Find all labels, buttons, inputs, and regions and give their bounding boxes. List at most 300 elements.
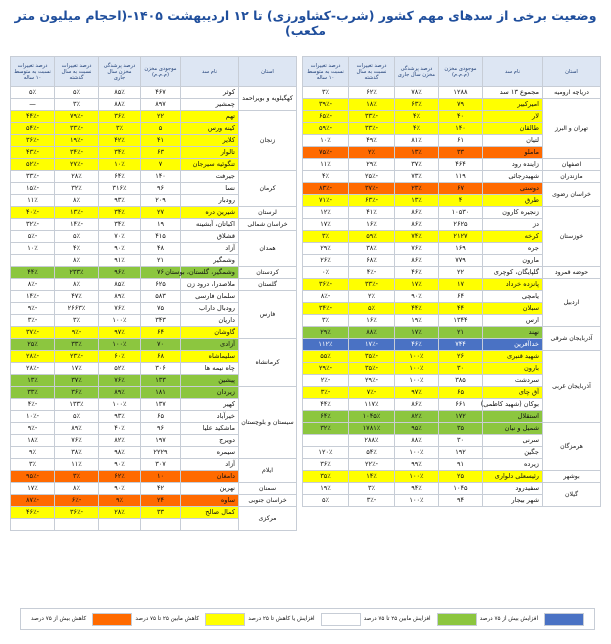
change-prev-year-cell: -۱۷٪ <box>349 339 395 351</box>
dam-name-cell: شهیدرجائی <box>483 171 543 183</box>
province-cell: سمنان <box>239 483 297 495</box>
change-10yr-avg-cell: -۸٪ <box>11 279 55 291</box>
volume-cell: ۱۱۹ <box>439 171 483 183</box>
province-cell: گیلان <box>543 483 601 507</box>
dam-name-cell: لتیان <box>483 135 543 147</box>
volume-cell: ۵۸۳ <box>141 291 181 303</box>
volume-cell: ۲۰۹ <box>141 195 181 207</box>
fill-percent-cell: ۴۰٪ <box>99 423 141 435</box>
fill-percent-cell: ۹۰٪ <box>99 459 141 471</box>
dam-name-cell: جره <box>483 243 543 255</box>
dam-name-cell: سفیدرود <box>483 483 543 495</box>
change-10yr-avg-cell: ۳٪ <box>11 459 55 471</box>
table-row <box>303 171 601 183</box>
header-change-avg: درصد تغییرات نسبت به متوسط ۱۰ ساله <box>303 57 349 87</box>
dam-name-cell: کرخه <box>483 231 543 243</box>
change-prev-year-cell: ۳۳٪ <box>55 339 99 351</box>
volume-cell: ۶۱ <box>439 135 483 147</box>
change-prev-year-cell: ۲۹٪ <box>349 159 395 171</box>
dam-name-cell: وشمگیر، گلستان، بوستان <box>181 267 239 279</box>
change-prev-year-cell: ۱۱۷٪ <box>349 399 395 411</box>
dam-name-cell: گلپایگان، کوچری <box>483 267 543 279</box>
change-prev-year-cell: ۵٪ <box>55 87 99 99</box>
change-10yr-avg-cell: ۱۲٪ <box>303 207 349 219</box>
fill-percent-cell: ۸۸٪ <box>99 99 141 111</box>
dam-name-cell: شهید قنبری <box>483 351 543 363</box>
legend-label: افزایش یا کاهش تا ۲۵ درصد <box>248 616 315 622</box>
dam-name-cell: نهند <box>483 327 543 339</box>
change-10yr-avg-cell: ۴۴٪ <box>11 267 55 279</box>
volume-cell: ۲۱ <box>141 255 181 267</box>
volume-cell: ۵ <box>141 123 181 135</box>
change-10yr-avg-cell <box>11 519 55 531</box>
change-prev-year-cell: ۲۶۶۳٪ <box>55 303 99 315</box>
volume-cell: ۱۲۸۸ <box>439 87 483 99</box>
province-cell: بوشهر <box>543 471 601 483</box>
dam-name-cell: طرق <box>483 195 543 207</box>
table-row <box>303 327 601 339</box>
change-prev-year-cell: ۱۷۸۱٪ <box>349 423 395 435</box>
change-prev-year-cell: ۴۹٪ <box>349 135 395 147</box>
dam-name-cell: داریان <box>181 315 239 327</box>
table-row <box>11 207 297 219</box>
change-10yr-avg-cell: -۷۵٪ <box>303 147 349 159</box>
change-10yr-avg-cell: -۴۳٪ <box>11 147 55 159</box>
volume-cell: ۷۷۹ <box>439 255 483 267</box>
change-10yr-avg-cell: -۷۱٪ <box>303 195 349 207</box>
fill-percent-cell: ۹۰٪ <box>99 243 141 255</box>
fill-percent-cell: ۷۶٪ <box>99 303 141 315</box>
volume-cell: ۲۲ <box>439 267 483 279</box>
province-cell: حوضه قمرود <box>543 267 601 279</box>
fill-percent-cell: ۱۳٪ <box>395 195 439 207</box>
change-10yr-avg-cell: ۳٪ <box>303 315 349 327</box>
fill-percent-cell: ۸۱٪ <box>395 135 439 147</box>
table-row <box>11 231 297 243</box>
change-10yr-avg-cell: ۱۱٪ <box>11 195 55 207</box>
dam-name-cell: زیرده <box>483 459 543 471</box>
change-prev-year-cell: ۵٪ <box>55 411 99 423</box>
fill-percent-cell: ۸۸٪ <box>395 435 439 447</box>
dam-name-cell <box>181 519 239 531</box>
dam-name-cell: کلایر <box>181 135 239 147</box>
change-10yr-avg-cell: ۴۴٪ <box>303 399 349 411</box>
change-prev-year-cell: ۳٪ <box>55 99 99 111</box>
dam-name-cell: خیرآباد <box>181 411 239 423</box>
change-prev-year-cell: ۲٪ <box>349 291 395 303</box>
fill-percent-cell: ۴٪ <box>395 111 439 123</box>
change-prev-year-cell: ۶۲٪ <box>349 87 395 99</box>
province-cell: تهران و البرز <box>543 99 601 159</box>
change-prev-year-cell: ۴٪ <box>55 243 99 255</box>
change-prev-year-cell: -۳۴٪ <box>55 147 99 159</box>
change-prev-year-cell: -۷۹٪ <box>55 111 99 123</box>
volume-cell: ۱۰۴۵ <box>439 483 483 495</box>
change-prev-year-cell: ۱۶٪ <box>349 219 395 231</box>
fill-percent-cell: ۱۷٪ <box>395 327 439 339</box>
legend-item <box>135 613 245 626</box>
province-cell: کردستان <box>239 267 297 279</box>
change-10yr-avg-cell: -۴۶٪ <box>11 507 55 519</box>
dam-name-cell: ارس <box>483 315 543 327</box>
fill-percent-cell: ۳۷٪ <box>395 159 439 171</box>
fill-percent-cell: ۹۷٪ <box>99 327 141 339</box>
change-10yr-avg-cell: -۳۶٪ <box>303 279 349 291</box>
fill-percent-cell: ۹۹٪ <box>395 459 439 471</box>
change-prev-year-cell: ۲۸۸٪ <box>349 435 395 447</box>
change-prev-year-cell: -۶۳٪ <box>349 195 395 207</box>
change-10yr-avg-cell: -۱۵٪ <box>11 183 55 195</box>
change-prev-year-cell: ۸٪ <box>55 483 99 495</box>
fill-percent-cell: ۴۶٪ <box>395 267 439 279</box>
table-row <box>11 219 297 231</box>
change-prev-year-cell: ۵۴٪ <box>349 447 395 459</box>
change-prev-year-cell: ۱۶٪ <box>349 315 395 327</box>
volume-cell: ۷۰ <box>141 339 181 351</box>
table-row <box>11 495 297 507</box>
change-10yr-avg-cell: -۳٪ <box>303 387 349 399</box>
change-10yr-avg-cell: ۱۷٪ <box>303 219 349 231</box>
fill-percent-cell: ۶۴٪ <box>99 171 141 183</box>
province-cell: خراسان جنوبی <box>239 495 297 507</box>
volume-cell: ۹۶ <box>141 183 181 195</box>
volume-cell: ۳۰۷ <box>141 459 181 471</box>
volume-cell: ۱۹ <box>141 219 181 231</box>
change-prev-year-cell: -۳۵٪ <box>349 363 395 375</box>
volume-cell: ۳۰ <box>439 363 483 375</box>
legend <box>20 608 595 630</box>
legend-label: افزایش مابین ۲۵ تا ۷۵ درصد <box>363 616 431 622</box>
change-10yr-avg-cell: -۴٪ <box>11 399 55 411</box>
table-row <box>303 159 601 171</box>
fill-percent-cell: ۸۶٪ <box>395 207 439 219</box>
province-cell: اردبیل <box>543 279 601 327</box>
province-cell: آذربایجان غربی <box>543 351 601 423</box>
change-prev-year-cell: ۱۱٪ <box>55 459 99 471</box>
volume-cell: ۹۶ <box>141 423 181 435</box>
dam-name-cell: کمال صالح <box>181 507 239 519</box>
change-10yr-avg-cell: -۲۸٪ <box>11 351 55 363</box>
change-10yr-avg-cell: -۶۵٪ <box>303 111 349 123</box>
province-cell: خراسان رضوی <box>543 183 601 207</box>
fill-percent-cell: ۹۰٪ <box>99 483 141 495</box>
change-10yr-avg-cell: -۳۴٪ <box>303 303 349 315</box>
fill-percent-cell: ۷۴٪ <box>395 231 439 243</box>
dam-name-cell: ماشکید علیا <box>181 423 239 435</box>
change-prev-year-cell: ۱۳۳٪ <box>55 399 99 411</box>
change-10yr-avg-cell: ۲۹٪ <box>303 327 349 339</box>
change-10yr-avg-cell: ۰٪ <box>303 267 349 279</box>
volume-cell: ۴۱ <box>141 135 181 147</box>
change-prev-year-cell: ۶۸٪ <box>349 255 395 267</box>
change-prev-year-cell: ۵۹٪ <box>349 231 395 243</box>
fill-percent-cell: ۸۲٪ <box>99 435 141 447</box>
fill-percent-cell: ۴۶٪ <box>395 339 439 351</box>
table-row <box>303 471 601 483</box>
fill-percent-cell: ۸۶٪ <box>395 255 439 267</box>
volume-cell: ۱۷۲ <box>439 411 483 423</box>
change-10yr-avg-cell: ۵۵٪ <box>303 351 349 363</box>
volume-cell: ۴۱۵ <box>141 231 181 243</box>
dam-name-cell: زنجیره کارون <box>483 207 543 219</box>
change-10yr-avg-cell: ۲۵٪ <box>11 339 55 351</box>
volume-cell: ۷۵ <box>141 303 181 315</box>
change-10yr-avg-cell: ۱۲۰٪ <box>303 447 349 459</box>
change-prev-year-cell: ۳۲٪ <box>55 183 99 195</box>
change-10yr-avg-cell: -۳۶٪ <box>11 135 55 147</box>
change-10yr-avg-cell: -۳۲٪ <box>11 219 55 231</box>
dam-name-cell: ساوه <box>181 495 239 507</box>
change-10yr-avg-cell <box>303 435 349 447</box>
fill-percent-cell: ۸۹٪ <box>99 291 141 303</box>
change-prev-year-cell: ۸۹٪ <box>55 423 99 435</box>
province-cell: ایلام <box>239 459 297 483</box>
change-prev-year-cell: ۸٪ <box>55 279 99 291</box>
dam-name-cell: ماملو <box>483 147 543 159</box>
dam-name-cell: پانزده خرداد <box>483 279 543 291</box>
dam-name-cell: شیرین دره <box>181 207 239 219</box>
fill-percent-cell: ۳۱۶٪ <box>99 183 141 195</box>
province-cell: آذربایجان شرقی <box>543 327 601 351</box>
volume-cell: ۴ <box>439 195 483 207</box>
fill-percent-cell: ۸۶٪ <box>395 399 439 411</box>
table-row <box>11 339 297 351</box>
change-10yr-avg-cell: ۳۲٪ <box>303 423 349 435</box>
province-cell: دریاچه ارومیه <box>543 87 601 99</box>
volume-cell: ۱۰۵۳۰ <box>439 207 483 219</box>
province-cell: فارس <box>239 291 297 339</box>
volume-cell: ۶۶۱ <box>439 399 483 411</box>
fill-percent-cell: ۱۰۰٪ <box>395 471 439 483</box>
fill-percent-cell: ۳۶٪ <box>99 111 141 123</box>
province-cell: کهگیلویه و بویراحمد <box>239 87 297 111</box>
dam-name-cell: رودبار <box>181 195 239 207</box>
change-10yr-avg-cell: ۱۷٪ <box>11 483 55 495</box>
change-prev-year-cell: ۴۷٪ <box>55 291 99 303</box>
province-cell: هرمزگان <box>543 423 601 471</box>
change-prev-year-cell: -۳۳٪ <box>349 123 395 135</box>
dam-name-cell: جیرفت <box>181 171 239 183</box>
volume-cell: ۱۴۰ <box>141 171 181 183</box>
header-change-prev: درصد تغییرات نسبت به سال گذشته <box>349 57 395 87</box>
change-10yr-avg-cell: -۲۹٪ <box>303 363 349 375</box>
volume-cell: ۷۴۴ <box>439 339 483 351</box>
change-10yr-avg-cell: ۱۹٪ <box>303 483 349 495</box>
table-row <box>11 483 297 495</box>
fill-percent-cell: ۹۱٪ <box>99 255 141 267</box>
volume-cell: ۱۳۷ <box>141 399 181 411</box>
dam-name-cell: کهیر <box>181 399 239 411</box>
fill-percent-cell: ۷۳٪ <box>395 171 439 183</box>
change-10yr-avg-cell: ۵٪ <box>11 87 55 99</box>
table-row <box>11 279 297 291</box>
table-row <box>11 111 297 123</box>
header-dam: نام سد <box>483 57 543 87</box>
fill-percent-cell: ۲۸٪ <box>99 507 141 519</box>
change-10yr-avg-cell: ۳۳٪ <box>11 387 55 399</box>
change-10yr-avg-cell: ۳٪ <box>303 231 349 243</box>
dam-name-cell: دز <box>483 219 543 231</box>
dam-name-cell: تهم <box>181 111 239 123</box>
change-prev-year-cell: ۳۷٪ <box>55 375 99 387</box>
change-10yr-avg-cell: ۳٪ <box>303 87 349 99</box>
fill-percent-cell: ۵۲٪ <box>99 363 141 375</box>
dam-name-cell: چاه نیمه ها <box>181 363 239 375</box>
change-prev-year-cell: -۱۳٪ <box>55 207 99 219</box>
dam-name-cell: خداآفرین <box>483 339 543 351</box>
fill-percent-cell: ۶۲٪ <box>99 471 141 483</box>
change-prev-year-cell: -۹٪ <box>55 327 99 339</box>
volume-cell: ۳۸۵ <box>439 375 483 387</box>
change-prev-year-cell: ۳٪ <box>55 315 99 327</box>
change-prev-year-cell: -۳۳٪ <box>55 123 99 135</box>
fill-percent-cell: ۷۶٪ <box>395 243 439 255</box>
change-prev-year-cell: ۴۱٪ <box>349 207 395 219</box>
volume-cell: ۳۰ <box>439 435 483 447</box>
province-cell: اصفهان <box>543 159 601 171</box>
volume-cell: ۹۱ <box>439 459 483 471</box>
fill-percent-cell: ۳۴٪ <box>99 147 141 159</box>
legend-swatch <box>544 613 584 626</box>
fill-percent-cell: ۹۰٪ <box>395 291 439 303</box>
change-prev-year-cell: ۳۶٪ <box>55 387 99 399</box>
change-10yr-avg-cell: ۱۰٪ <box>11 243 55 255</box>
volume-cell: ۶۲۵ <box>141 279 181 291</box>
table-row <box>11 507 297 519</box>
province-cell: همدان <box>239 231 297 267</box>
change-10yr-avg-cell: -۳٪ <box>11 315 55 327</box>
fill-percent-cell: ۸۲٪ <box>395 411 439 423</box>
change-10yr-avg-cell: -۵۲٪ <box>11 159 55 171</box>
dam-name-cell: شهر بیجار <box>483 495 543 507</box>
fill-percent-cell: ۱۰۰٪ <box>395 375 439 387</box>
volume-cell: ۸۹۷ <box>141 99 181 111</box>
fill-percent-cell: ۹۶٪ <box>99 267 141 279</box>
fill-percent-cell: ۷۸٪ <box>395 87 439 99</box>
province-cell: گلستان <box>239 279 297 291</box>
change-prev-year-cell: ۸٪ <box>55 195 99 207</box>
volume-cell: ۴۶۴ <box>439 159 483 171</box>
volume-cell: ۷۶ <box>141 267 181 279</box>
volume-cell: ۶۳ <box>141 147 181 159</box>
volume-cell: ۶۴ <box>141 327 181 339</box>
table-row <box>303 267 601 279</box>
dam-name-cell: سلمان فارسی <box>181 291 239 303</box>
change-10yr-avg-cell: -۳۷٪ <box>11 327 55 339</box>
change-prev-year-cell: ۲۸٪ <box>55 171 99 183</box>
fill-percent-cell: ۱۰۰٪ <box>395 363 439 375</box>
dam-name-cell: زیردان <box>181 387 239 399</box>
dam-name-cell: سبلان <box>483 303 543 315</box>
change-prev-year-cell: -۲۹٪ <box>349 375 395 387</box>
dam-name-cell: نهرین <box>181 483 239 495</box>
province-cell: خراسان شمالی <box>239 219 297 231</box>
change-10yr-avg-cell: ۱۸٪ <box>11 435 55 447</box>
change-10yr-avg-cell: ۳۶٪ <box>303 459 349 471</box>
volume-cell: ۲۴ <box>141 495 181 507</box>
dams-table-left <box>10 56 297 531</box>
change-10yr-avg-cell: -۱۴٪ <box>11 291 55 303</box>
fill-percent-cell: ۴٪ <box>395 123 439 135</box>
volume-cell: ۳۰۶ <box>141 363 181 375</box>
change-prev-year-cell: -۳۵٪ <box>349 351 395 363</box>
dam-name-cell: دویرج <box>181 435 239 447</box>
change-10yr-avg-cell: ۳۵٪ <box>303 471 349 483</box>
dam-name-cell: سیمره <box>181 447 239 459</box>
header-change-prev: درصد تغییرات نسبت به سال گذشته <box>55 57 99 87</box>
fill-percent-cell: ۱۰۰٪ <box>99 339 141 351</box>
change-10yr-avg-cell: ۱۱۲٪ <box>303 339 349 351</box>
fill-percent-cell: ۸۵٪ <box>99 279 141 291</box>
header-change-avg: درصد تغییرات نسبت به متوسط ۱۰ ساله <box>11 57 55 87</box>
legend-swatch <box>92 613 132 626</box>
fill-percent-cell: ۹۸٪ <box>99 447 141 459</box>
table-row <box>11 267 297 279</box>
change-10yr-avg-cell: ۵٪ <box>303 495 349 507</box>
fill-percent-cell: ۹۳٪ <box>99 195 141 207</box>
change-prev-year-cell: ۱۸٪ <box>349 99 395 111</box>
volume-cell: ۲۱ <box>439 327 483 339</box>
table-row <box>11 387 297 399</box>
change-10yr-avg-cell: -۵۹٪ <box>303 123 349 135</box>
change-prev-year-cell: -۶٪ <box>55 495 99 507</box>
change-10yr-avg-cell: ۱۱٪ <box>303 159 349 171</box>
change-prev-year-cell: -۷٪ <box>349 387 395 399</box>
dam-name-cell: آزاد <box>181 459 239 471</box>
change-prev-year-cell: ۱۰۴۵٪ <box>349 411 395 423</box>
dam-name-cell: ملاصدرا، درود زن <box>181 279 239 291</box>
fill-percent-cell: ۹٪ <box>99 495 141 507</box>
fill-percent-cell: ۱۰۰٪ <box>99 399 141 411</box>
fill-percent-cell: ۷۰٪ <box>99 231 141 243</box>
volume-cell: ۲۲۲۹ <box>141 447 181 459</box>
header-province: استان <box>239 57 297 87</box>
change-prev-year-cell: ۳۸٪ <box>349 243 395 255</box>
volume-cell: ۶۸ <box>141 351 181 363</box>
dam-name-cell: گاوشان <box>181 327 239 339</box>
fill-percent-cell: ۳٪ <box>99 123 141 135</box>
fill-percent-cell: ۴۴٪ <box>395 303 439 315</box>
change-10yr-avg-cell: ۹٪ <box>11 447 55 459</box>
volume-cell: ۴۴ <box>439 303 483 315</box>
volume-cell: ۱۷ <box>439 279 483 291</box>
change-10yr-avg-cell: -۱۰٪ <box>11 411 55 423</box>
change-10yr-avg-cell: -۳۳٪ <box>11 171 55 183</box>
dam-name-cell: لار <box>483 111 543 123</box>
volume-cell: ۶۴ <box>439 291 483 303</box>
fill-percent-cell: ۱۰۰٪ <box>99 315 141 327</box>
fill-percent-cell: ۱۰۰٪ <box>395 447 439 459</box>
volume-cell: ۱۰ <box>141 471 181 483</box>
fill-percent-cell: ۱۳٪ <box>395 147 439 159</box>
change-10yr-avg-cell: -۵۴٪ <box>11 123 55 135</box>
table-row <box>11 459 297 471</box>
fill-percent-cell: ۹۷٪ <box>395 387 439 399</box>
volume-cell: ۲۱۲۷ <box>439 231 483 243</box>
change-prev-year-cell: -۱۹٪ <box>55 135 99 147</box>
legend-item <box>364 613 477 626</box>
change-10yr-avg-cell: -۹٪ <box>11 423 55 435</box>
volume-cell: ۷ <box>141 159 181 171</box>
legend-label: کاهش بیش از ۷۵ درصد <box>31 616 87 622</box>
volume-cell: ۱۳۳ <box>141 375 181 387</box>
fill-percent-cell: ۹۴٪ <box>395 483 439 495</box>
fill-percent-cell: ۴۲٪ <box>99 135 141 147</box>
header-volume: موجودی مخزن (م.م.م) <box>141 57 181 87</box>
change-prev-year-cell: ۳۸٪ <box>55 447 99 459</box>
table-row <box>303 183 601 195</box>
province-cell: مرکزی <box>239 507 297 531</box>
